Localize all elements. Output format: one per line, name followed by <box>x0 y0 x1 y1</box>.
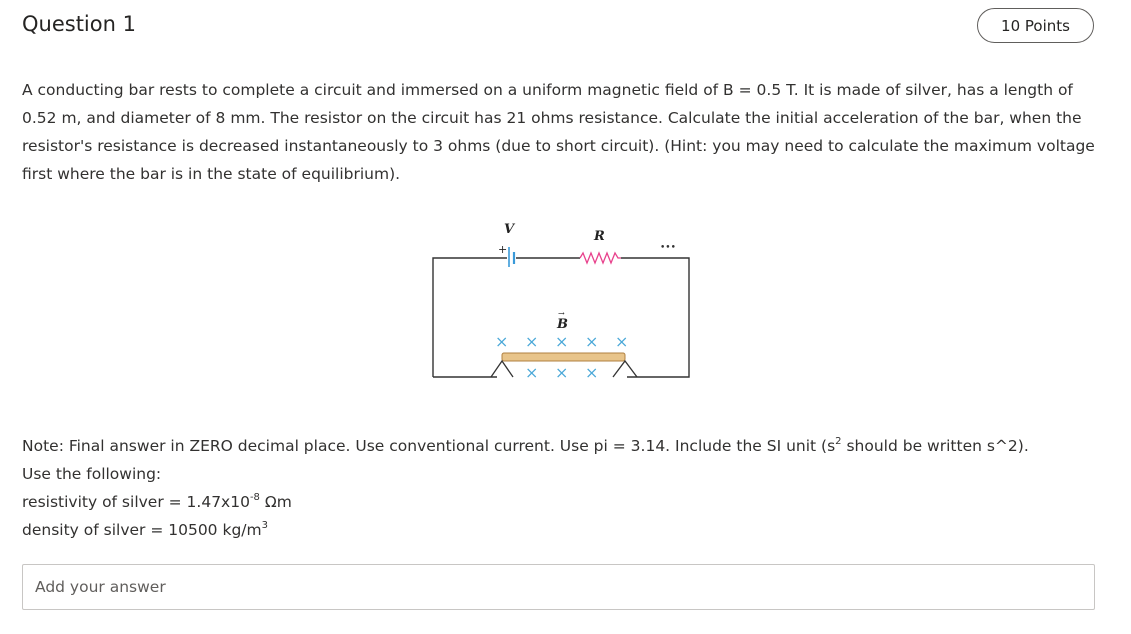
note-line: Use the following: <box>22 465 162 483</box>
question-text: A conducting bar rests to complete a circuit and immersed on a uniform magnetic field of B = 0.5 T. It is made of silver, has a length of 0.52 m, and diameter of 8 mm. The resistor on the circuit has 21 ohms resistance. Calculate the initial acceleration of the bar, when the resistor's resistance is decreased instantaneously to 3 ohms (due to short circuit). (Hint: you may need to calculate the maximum voltage first where the bar is in the state of equilibrium). <box>22 81 1095 183</box>
field-x-icon: × <box>585 332 599 351</box>
circuit-wire <box>433 258 507 377</box>
points-badge: 10 Points <box>977 8 1094 43</box>
circuit-figure <box>425 220 695 385</box>
left-rail-support <box>491 361 513 377</box>
battery-label: V <box>504 222 515 237</box>
ellipsis-icon: ••• <box>660 243 676 253</box>
circuit-diagram <box>425 220 695 385</box>
right-rail-support <box>613 361 637 377</box>
answer-input[interactable] <box>22 564 1095 610</box>
field-x-icon: × <box>585 363 599 382</box>
resistor-icon <box>580 253 621 263</box>
battery-icon <box>509 247 514 267</box>
resistivity-line: resistivity of silver = $1.47x10^{-8}$ Ωm <box>22 491 292 511</box>
battery-plus-sign: + <box>498 243 508 256</box>
notes-section <box>22 432 1117 544</box>
field-x-icon: × <box>555 332 569 351</box>
conducting-bar <box>502 353 625 361</box>
circuit-wire <box>621 258 689 377</box>
field-vector-arrow: → <box>558 309 565 318</box>
density-line: density of silver = 10500 $kg/m^3$ <box>22 519 268 539</box>
field-x-icon: × <box>615 332 629 351</box>
field-x-icon: × <box>525 332 539 351</box>
field-x-icon: × <box>495 332 509 351</box>
note-line: Note: Final answer in ZERO decimal place. Use conventional current. Use pi = 3.14. Include the SI unit ($s^2$ should be written s^2). <box>22 435 1029 455</box>
question-title: Question 1 <box>22 12 136 36</box>
resistor-label: R <box>594 229 605 244</box>
field-label: B <box>557 317 568 332</box>
field-x-icon: × <box>555 363 569 382</box>
field-x-icon: × <box>525 363 539 382</box>
